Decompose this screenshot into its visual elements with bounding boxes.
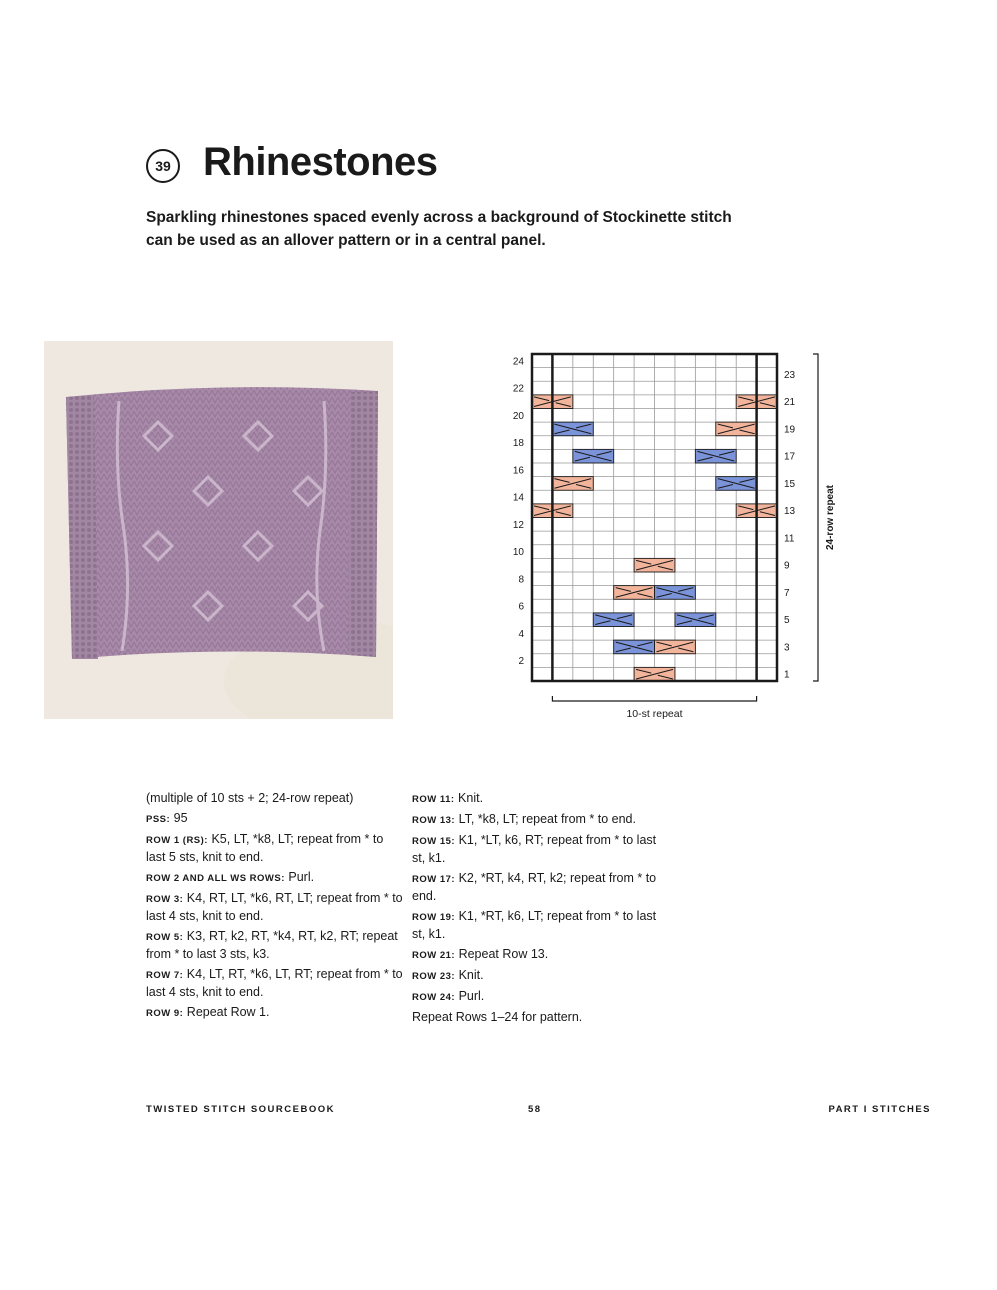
stitch-chart <box>505 350 845 725</box>
row-text: Knit. <box>458 791 484 805</box>
row-label: ROW 11: <box>412 794 455 805</box>
row-label: ROW 1 (RS): <box>146 835 208 846</box>
right-twist-cell <box>675 613 716 627</box>
instruction-row <box>412 988 672 1006</box>
chart-row-number: 16 <box>512 465 524 477</box>
row-text: 95 <box>173 811 188 825</box>
chart-row-number: 2 <box>518 656 524 668</box>
instruction-row <box>412 908 672 943</box>
chart-row-number: 15 <box>784 478 796 490</box>
chart-row-number: 21 <box>784 397 796 409</box>
row-text: K1, *RT, k6, LT; repeat from * to last st, k1. <box>412 909 657 941</box>
instruction-row <box>146 790 406 807</box>
chart-row-number: 23 <box>784 369 796 381</box>
pattern-number-badge <box>146 149 180 183</box>
row-text: Purl. <box>288 870 315 884</box>
instruction-row <box>412 1009 672 1026</box>
subtitle: Sparkling rhinestones spaced evenly across a background of Stockinette stitch can be used as an allover pattern or in a central panel. <box>146 209 732 249</box>
row-text: K3, RT, k2, RT, *k4, RT, k2, RT; repeat from * to last 3 sts, k3. <box>146 929 398 961</box>
chart-row-number: 8 <box>518 574 524 586</box>
footer-book-title: TWISTED STITCH SOURCEBOOK <box>146 1104 335 1115</box>
right-twist-cell <box>552 422 593 436</box>
instruction-row <box>146 928 406 963</box>
row-label: ROW 3: <box>146 894 184 905</box>
right-twist-cell <box>716 477 757 491</box>
row-text: K4, RT, LT, *k6, RT, LT; repeat from * to last 4 sts, knit to end. <box>146 891 403 923</box>
chart-row-number: 10 <box>512 547 524 559</box>
instruction-row <box>412 870 672 905</box>
left-twist-cell <box>634 558 675 572</box>
chart-row-number: 24 <box>512 356 524 368</box>
instruction-row <box>146 810 406 828</box>
row-text: K5, LT, *k8, LT; repeat from * to last 5 sts, knit to end. <box>146 832 384 864</box>
row-label: ROW 19: <box>412 912 456 923</box>
chart-row-number: 11 <box>784 533 795 545</box>
chart-side-label: 24-row repeat <box>825 484 836 551</box>
instruction-row <box>412 967 672 985</box>
chart-row-number: 4 <box>518 628 524 640</box>
chart-row-number: 3 <box>784 642 790 654</box>
repeat-bracket-bottom <box>552 696 756 701</box>
row-text: LT, *k8, LT; repeat from * to end. <box>458 812 636 826</box>
row-label: ROW 13: <box>412 815 456 826</box>
instructions-right-column <box>412 790 672 1029</box>
chart-svg <box>505 350 845 725</box>
row-text: K2, *RT, k4, RT, k2; repeat from * to end. <box>412 871 657 903</box>
row-label: ROW 23: <box>412 971 456 982</box>
chart-row-number: 7 <box>784 587 790 599</box>
footer-section: PART I STITCHES <box>828 1104 931 1115</box>
chart-row-number: 13 <box>784 506 796 518</box>
row-text: Repeat Row 1. <box>186 1005 270 1019</box>
chart-row-number: 18 <box>512 438 524 450</box>
chart-row-number: 1 <box>784 669 790 681</box>
row-text: (multiple of 10 sts + 2; 24-row repeat) <box>146 791 354 805</box>
right-twist-cell <box>695 449 736 463</box>
left-twist-cell <box>634 667 675 681</box>
swatch-photo <box>44 341 393 719</box>
left-twist-cell <box>655 640 696 654</box>
instruction-row <box>146 869 406 887</box>
chart-row-number: 17 <box>784 451 796 463</box>
instruction-row <box>146 890 406 925</box>
row-label: ROW 21: <box>412 950 456 961</box>
left-twist-cell <box>552 477 593 491</box>
chart-row-number: 9 <box>784 560 790 572</box>
row-label: ROW 5: <box>146 932 184 943</box>
instruction-row <box>412 832 672 867</box>
row-label: ROW 15: <box>412 836 456 847</box>
row-label: ROW 24: <box>412 992 456 1003</box>
instruction-row <box>146 1004 406 1022</box>
right-twist-cell <box>573 449 614 463</box>
chart-row-number: 12 <box>512 519 524 531</box>
right-twist-cell <box>655 586 696 600</box>
instructions-left-column <box>146 790 406 1025</box>
chart-row-number: 20 <box>512 410 524 422</box>
chart-row-number: 22 <box>512 383 524 395</box>
chart-row-number: 6 <box>518 601 524 613</box>
row-text: Knit. <box>458 968 484 982</box>
instruction-row <box>412 790 672 808</box>
right-twist-cell <box>614 640 655 654</box>
row-text: K4, LT, RT, *k6, LT, RT; repeat from * to last 4 sts, knit to end. <box>146 967 403 999</box>
row-label: PSS: <box>146 814 171 825</box>
row-label: ROW 17: <box>412 874 456 885</box>
right-twist-cell <box>593 613 634 627</box>
chart-row-number: 14 <box>512 492 524 504</box>
footer-page-number: 58 <box>528 1104 542 1115</box>
row-label: ROW 7: <box>146 970 184 981</box>
row-text: K1, *LT, k6, RT; repeat from * to last st, k1. <box>412 833 657 865</box>
instruction-row <box>146 831 406 866</box>
swatch-image <box>44 341 393 719</box>
page-title: Rhinestones <box>203 140 438 184</box>
left-twist-cell <box>716 422 757 436</box>
pattern-number: 39 <box>155 158 171 174</box>
repeat-bracket-side <box>813 354 818 681</box>
chart-bottom-label: 10-st repeat <box>626 708 683 720</box>
instruction-row <box>412 811 672 829</box>
chart-row-number: 19 <box>784 424 796 436</box>
instruction-row <box>412 946 672 964</box>
left-twist-cell <box>614 586 655 600</box>
row-label: ROW 9: <box>146 1008 184 1019</box>
row-text: Repeat Row 13. <box>458 947 549 961</box>
row-label: ROW 2 AND ALL WS ROWS: <box>146 873 285 884</box>
row-text: Repeat Rows 1–24 for pattern. <box>412 1010 583 1024</box>
instruction-row <box>146 966 406 1001</box>
chart-row-number: 5 <box>784 615 790 627</box>
row-text: Purl. <box>458 989 485 1003</box>
